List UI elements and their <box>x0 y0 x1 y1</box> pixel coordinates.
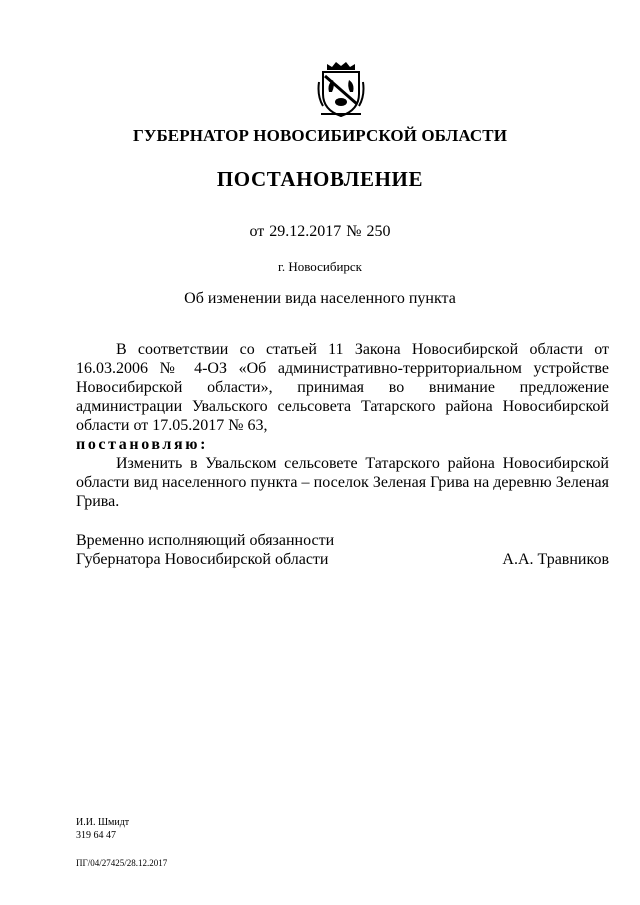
novosibirsk-coat-of-arms-icon <box>317 62 365 118</box>
city-label: г. Новосибирск <box>277 259 362 274</box>
registration-number: ПГ/04/27425/28.12.2017 <box>76 858 168 868</box>
decree-word: постановляю: <box>76 436 209 453</box>
date-number-line: от 29.12.2017 № 250 <box>249 223 391 240</box>
executor-info <box>76 816 129 842</box>
executor-phone: 319 64 47 <box>76 830 116 841</box>
signer-name: А.А. Травников <box>502 551 609 568</box>
preamble-text: В соответствии со статьей 11 Закона Новосибирской области от 16.03.2006 № 4-ОЗ «Об административно-территориальном устройстве Новосибирской области», принимая во внимание предложение администрации Увальского сельсовета Татарского района Новосибирской области от 17.05.2017 № 63, <box>76 341 609 434</box>
org-title: ГУБЕРНАТОР НОВОСИБИРСКОЙ ОБЛАСТИ <box>132 126 508 145</box>
document-subject: Об изменении вида населенного пункта <box>184 290 456 307</box>
body-paragraph-decision: Изменить в Увальском сельсовете Татарского района Новосибирской области вид населенного пункта – поселок Зеленая Грива на деревню Зеленая Грива. <box>76 455 609 510</box>
document-body <box>76 340 609 511</box>
document-type-title: ПОСТАНОВЛЕНИЕ <box>216 167 424 191</box>
signer-position-line2: Губернатора Новосибирской области <box>76 551 329 568</box>
body-paragraph-preamble <box>76 340 609 454</box>
signer-line <box>76 550 609 569</box>
signature-block <box>76 531 609 569</box>
executor-name: И.И. Шмидт <box>76 817 130 828</box>
signer-position-line1: Временно исполняющий обязанности <box>76 532 335 549</box>
